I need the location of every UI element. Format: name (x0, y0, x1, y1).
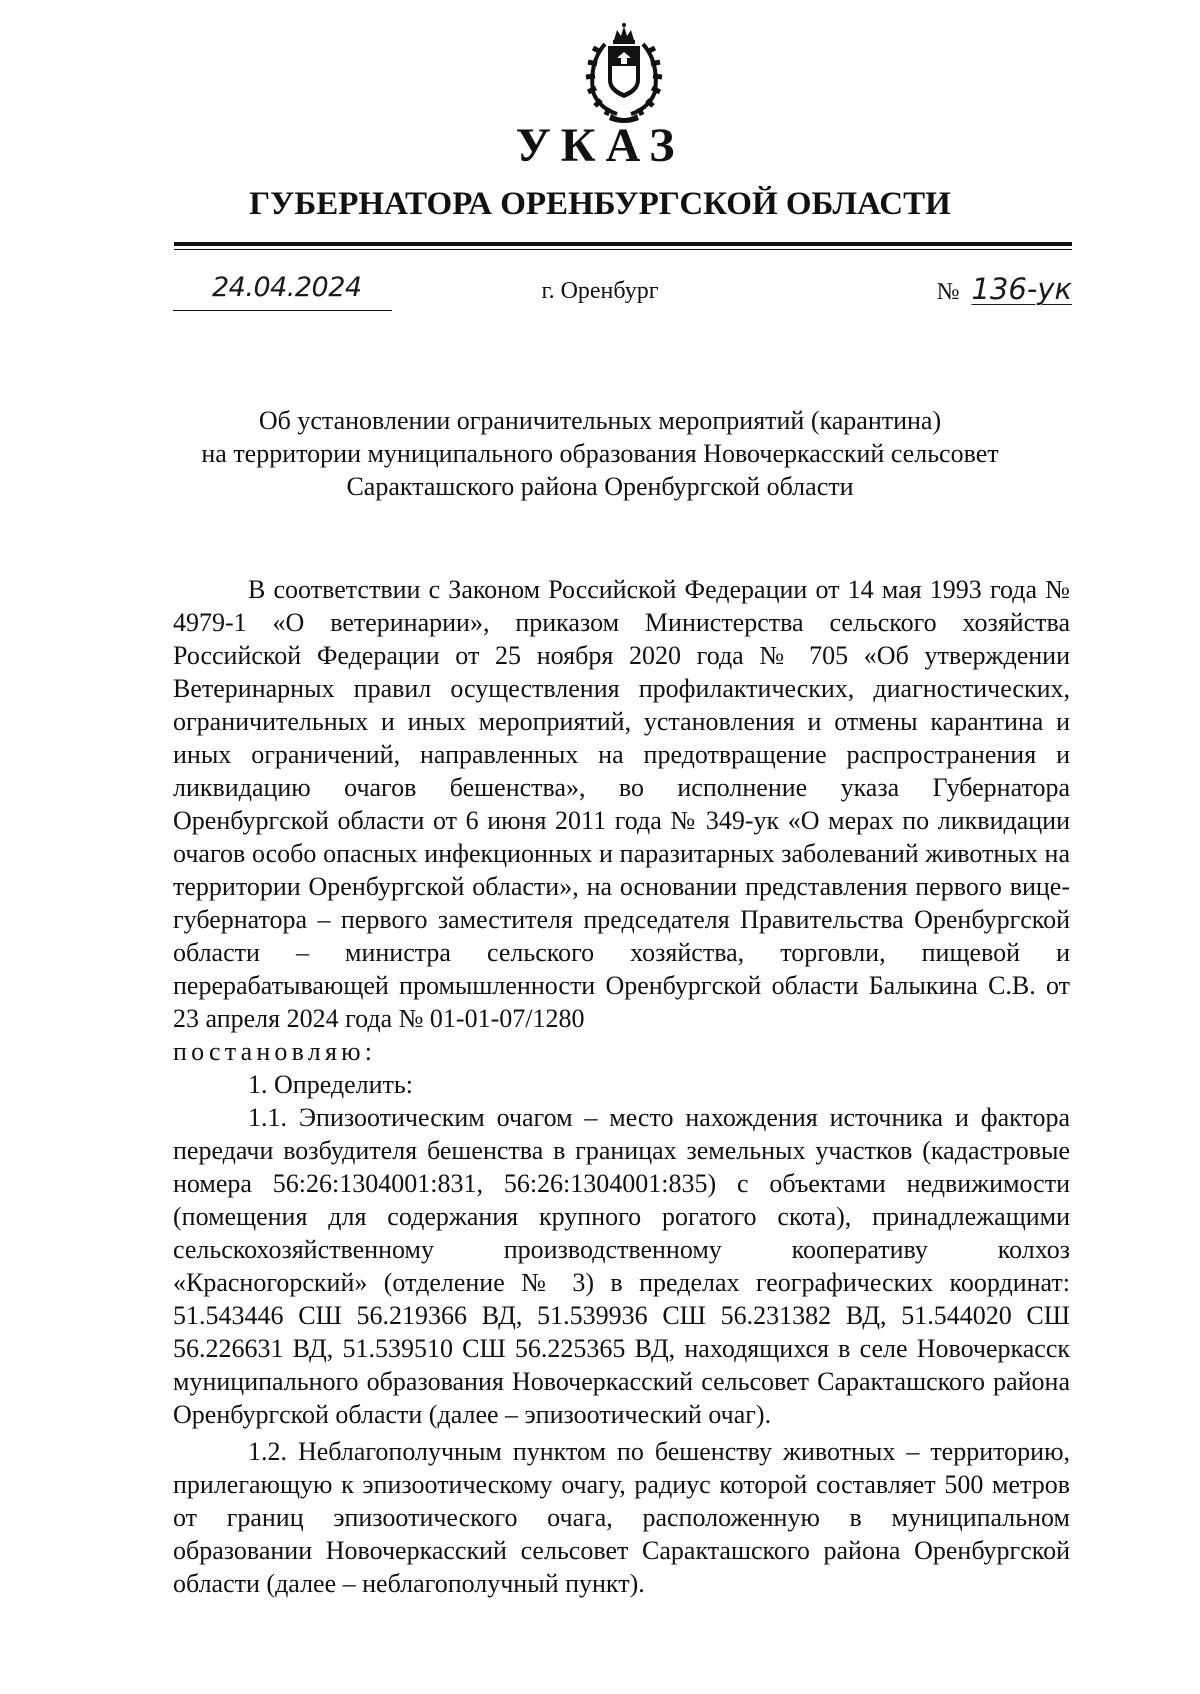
issuer-title: ГУБЕРНАТОРА ОРЕНБУРГСКОЙ ОБЛАСТИ (249, 186, 951, 222)
decree-title: УКАЗ (515, 119, 685, 172)
decree-number: 136-ук (971, 272, 1072, 306)
subject-line: Саракташского района Оренбургской области (346, 472, 854, 501)
orenburg-coat-of-arms-icon (577, 22, 671, 126)
decree-number-block (937, 272, 1072, 306)
decree-city: г. Оренбург (541, 278, 659, 304)
subject-line: на территории муниципального образования Новочеркасский сельсовет (201, 439, 999, 468)
item-1-1: 1.1. Эпизоотическим очагом – место нахождения источника и фактора передачи возбудителя бешенства в границах земельных участков (кадастровые номера 56:26:1304001:831, 56:26:1304001:835) с объектами недвижимости (помещения для содержания крупного рогатого скота), принадлежащими сельскохозяйственному производственному кооперативу колхоз «Красногорский» (отделение № 3) в пределах географических координат: 51.543446 СШ 56.219366 ВД, 51.539936 СШ 56.231382 ВД, 51.544020 СШ 56.226631 ВД, 51.539510 СШ 56.225365 ВД, находящихся в селе Новочеркасск муниципального образования Новочеркасский сельсовет Саракташского района Оренбургской области (далее – эпизоотический очаг). (173, 1103, 1070, 1429)
header-divider-thick (174, 242, 1072, 246)
subject-line: Об установлении ограничительных мероприятий (карантина) (258, 406, 942, 435)
decree-body (173, 573, 1070, 1600)
item-1: 1. Определить: (248, 1070, 413, 1099)
date-underline (173, 310, 392, 311)
number-sign: № (936, 279, 960, 305)
decree-date: 24.04.2024 (212, 272, 362, 303)
decree-subject (0, 404, 1200, 503)
decree-word: постановляю: (173, 1037, 377, 1066)
item-1-2: 1.2. Неблагополучным пунктом по бешенству животных – территорию, прилегающую к эпизоотическому очагу, радиус которой составляет 500 метров от границ эпизоотического очага, расположенную в муниципальном образовании Новочеркасский сельсовет Саракташского района Оренбургской области (далее – неблагополучный пункт). (173, 1437, 1070, 1598)
preamble-paragraph: В соответствии с Законом Российской Федерации от 14 мая 1993 года № 4979-1 «О ветеринарии», приказом Министерства сельского хозяйства Российской Федерации от 25 ноября 2020 года № 705 «Об утверждении Ветеринарных правил осуществления профилактических, диагностических, ограничительных и иных мероприятий, установления и отмены карантина и иных ограничений, направленных на предотвращение распространения и ликвидацию очагов бешенства», во исполнение указа Губернатора Оренбургской области от 6 июня 2011 года № 349-ук «О мерах по ликвидации очагов особо опасных инфекционных и паразитарных заболеваний животных на территории Оренбургской области», на основании представления первого вице-губернатора – первого заместителя председателя Правительства Оренбургской области – министра сельского хозяйства, торговли, пищевой и перерабатывающей промышленности Оренбургской области Балыкина С.В. от 23 апреля 2024 года № 01-01-07/1280 (173, 575, 1070, 1033)
header-divider-thin (174, 249, 1072, 250)
